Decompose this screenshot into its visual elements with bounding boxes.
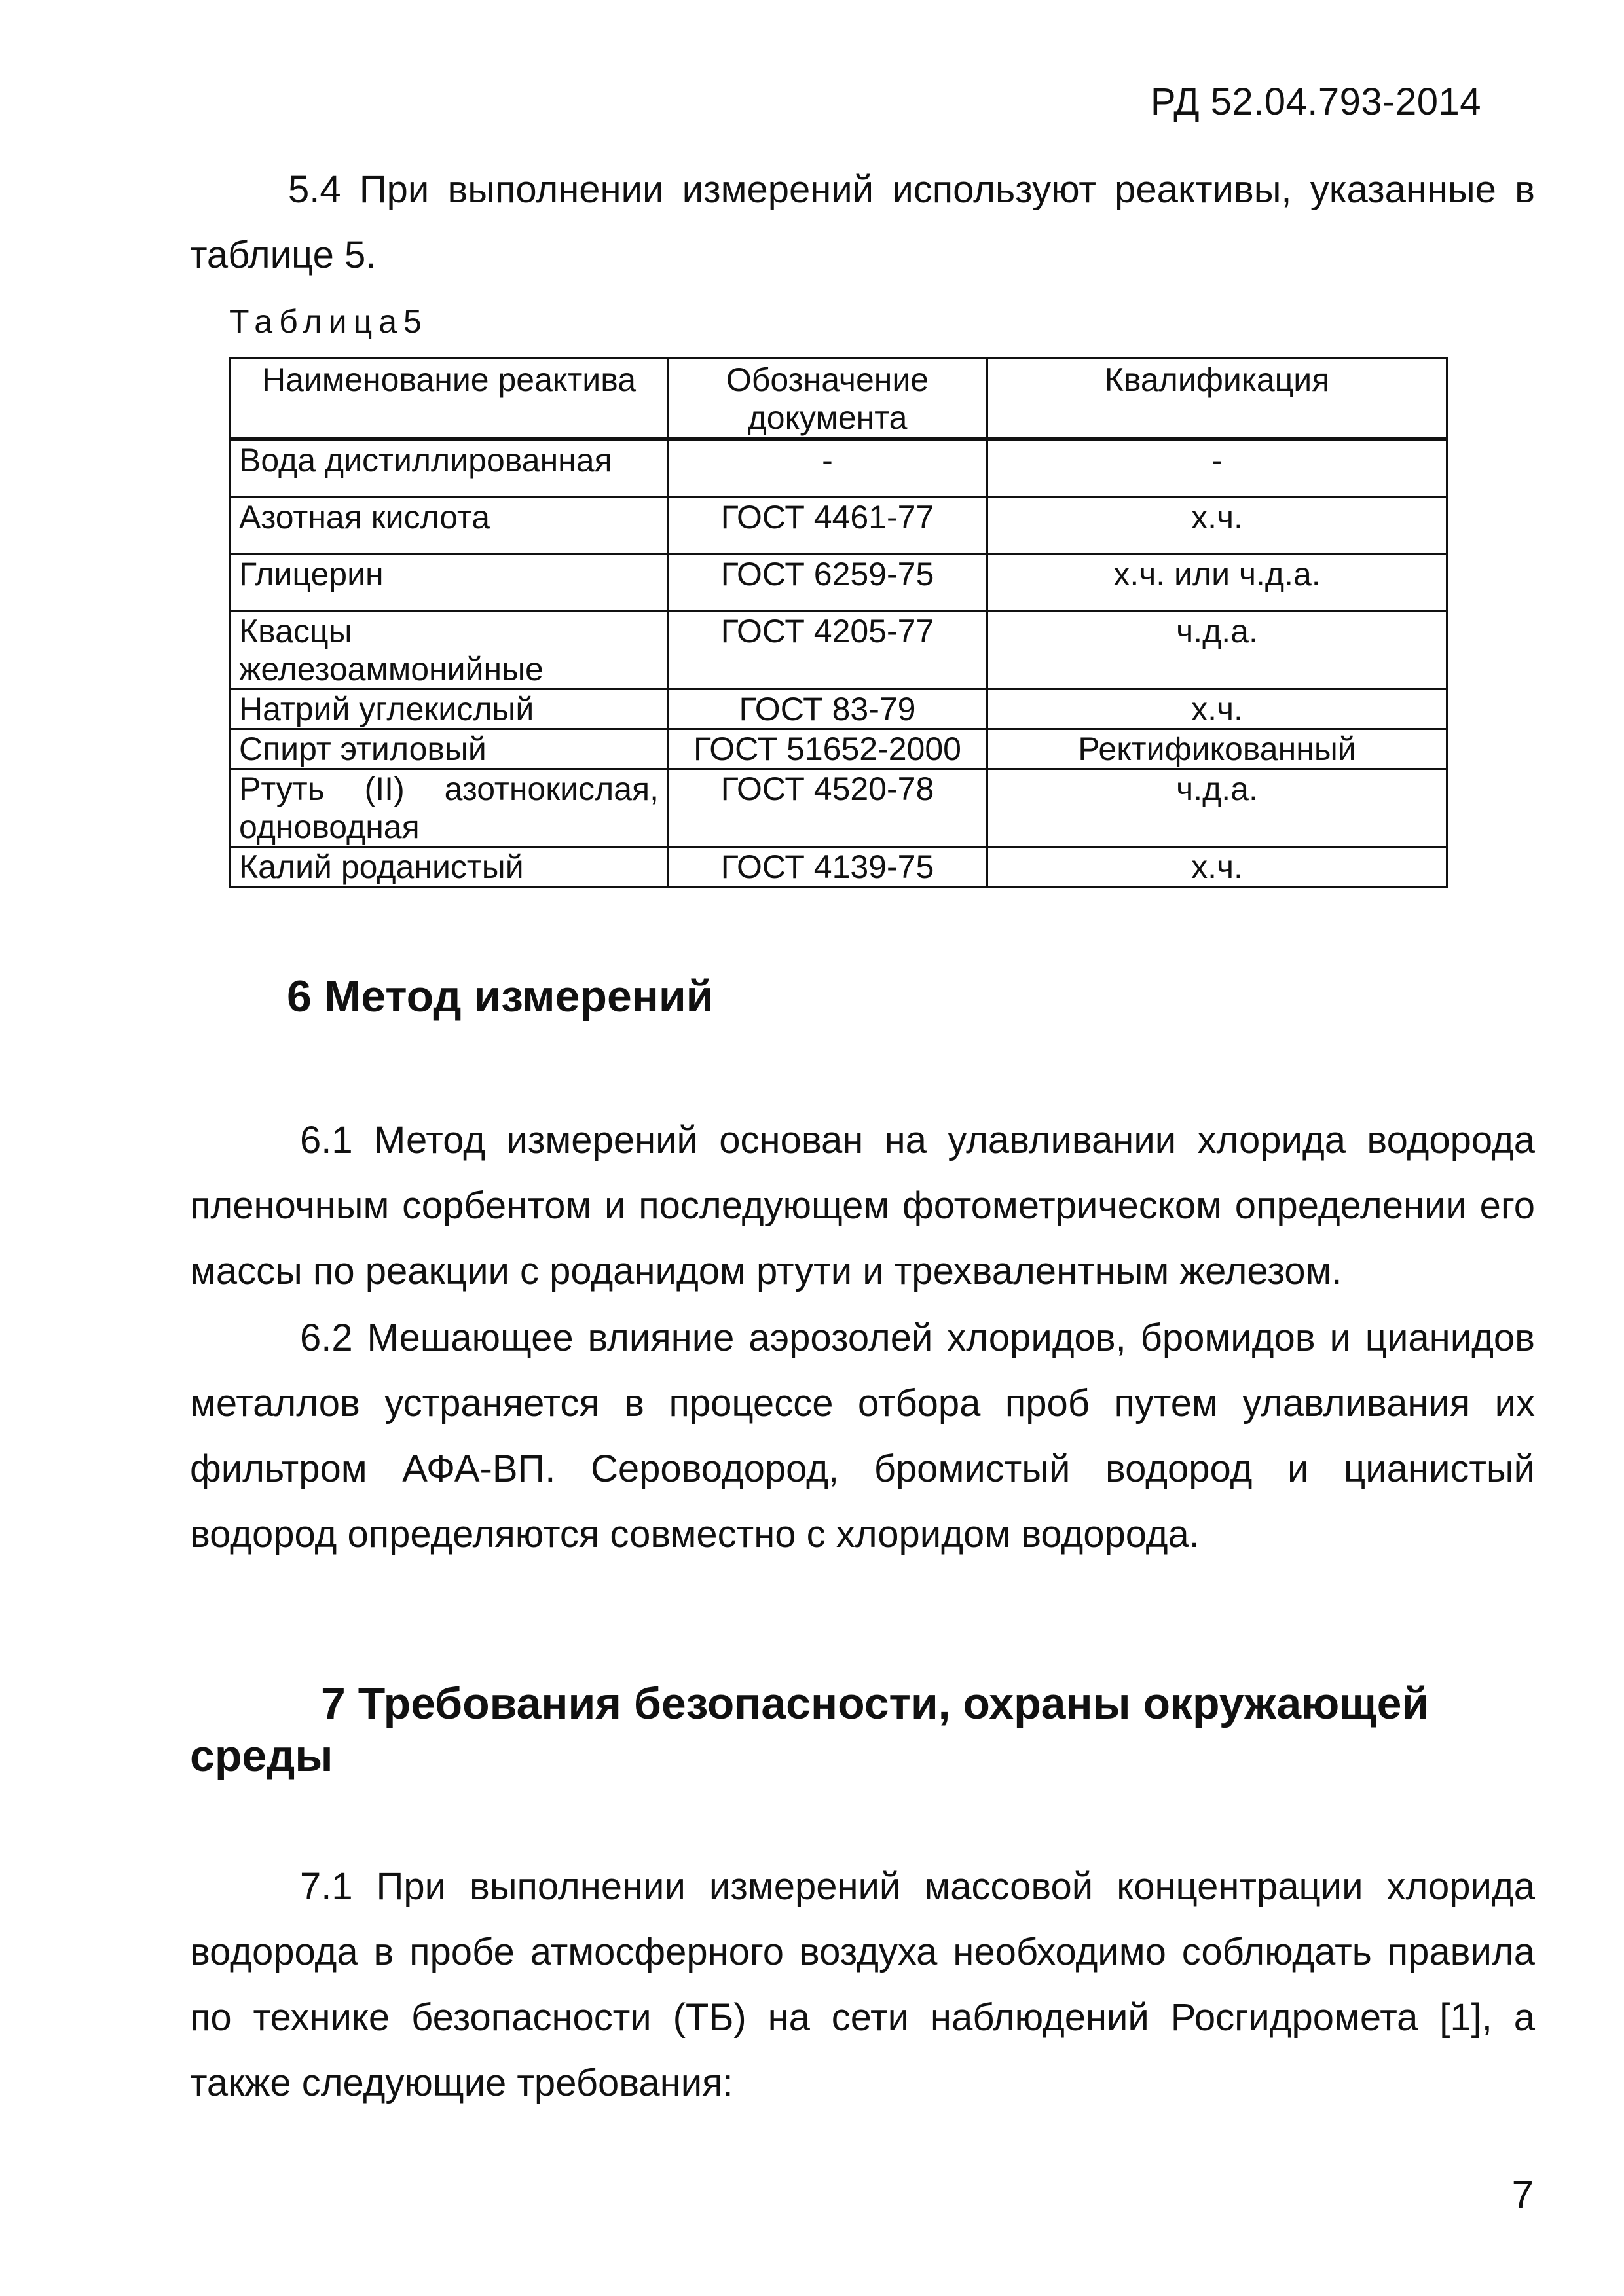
table-row [231, 439, 1447, 498]
reagent-name: Спирт этиловый [231, 729, 668, 769]
reagent-qualification: х.ч. [987, 847, 1447, 887]
paragraph-5-4 [190, 157, 1535, 288]
paragraph-6-2-text: 6.2 Мешающее влияние аэрозолей хлоридов, бромидов и цианидов металлов устраняется в процессе отбора проб путем улавливания их фильтром АФА-ВП. Сероводород, бромистый водород и цианистый водород определяются совместно с хлоридом водорода. [190, 1317, 1535, 1556]
reagent-name: Вода дистиллированная [231, 439, 668, 498]
reagent-name: Ртуть (II) азотнокислая, одноводная [231, 769, 668, 847]
reagent-qualification: х.ч. или ч.д.а. [987, 555, 1447, 611]
table-row [231, 555, 1447, 611]
section-6-heading: 6 Метод измерений [287, 972, 714, 1021]
header-reagent-name: Наименование реактива [231, 359, 668, 439]
reagent-qualification: х.ч. [987, 689, 1447, 729]
reagent-document: ГОСТ 6259-75 [668, 555, 987, 611]
section-7-heading-line1: 7 Требования безопасности, охраны окружающей [321, 1679, 1430, 1728]
reagent-qualification: ч.д.а. [987, 611, 1447, 689]
reagent-qualification: х.ч. [987, 498, 1447, 555]
reagent-document: ГОСТ 4520-78 [668, 769, 987, 847]
table-row [231, 769, 1447, 847]
reagent-document: ГОСТ 83-79 [668, 689, 987, 729]
reagent-name: Квасцы железоаммонийные [231, 611, 668, 689]
document-code: РД 52.04.793-2014 [1150, 81, 1481, 123]
table-row [231, 611, 1447, 689]
reagents-table [229, 357, 1448, 888]
reagent-name: Калий роданистый [231, 847, 668, 887]
page-number: 7 [1511, 2173, 1534, 2217]
paragraph-7-1-text: 7.1 При выполнении измерений массовой концентрации хлорида водорода в пробе атмосферного воздуха необходимо соблюдать правила по технике безопасности (ТБ) на сети наблюдений Росгидромета [1], а также следующие требования: [190, 1865, 1535, 2104]
table-row [231, 689, 1447, 729]
reagent-document: ГОСТ 51652-2000 [668, 729, 987, 769]
table-caption: Таблица5 [229, 303, 428, 340]
reagent-qualification: Ректификованный [987, 729, 1447, 769]
reagent-document: - [668, 439, 987, 498]
reagent-name: Натрий углекислый [231, 689, 668, 729]
table-row [231, 729, 1447, 769]
paragraph-6-2 [190, 1305, 1535, 1567]
reagent-document: ГОСТ 4205-77 [668, 611, 987, 689]
reagent-name: Азотная кислота [231, 498, 668, 555]
table-row [231, 498, 1447, 555]
reagent-qualification: ч.д.а. [987, 769, 1447, 847]
section-7-heading-line2: среды [190, 1731, 333, 1781]
reagent-document: ГОСТ 4461-77 [668, 498, 987, 555]
reagent-qualification: - [987, 439, 1447, 498]
paragraph-6-1 [190, 1108, 1535, 1304]
table-row [231, 847, 1447, 887]
table-header-row [231, 359, 1447, 439]
paragraph-7-1 [190, 1854, 1535, 2116]
paragraph-5-4-text: 5.4 При выполнении измерений используют реактивы, указанные в таблице 5. [190, 168, 1535, 276]
paragraph-6-1-text: 6.1 Метод измерений основан на улавливании хлорида водорода пленочным сорбентом и последующем фотометрическом определении его массы по реакции с роданидом ртути и трехвалентным железом. [190, 1119, 1535, 1292]
reagent-document: ГОСТ 4139-75 [668, 847, 987, 887]
header-qualification: Квалификация [987, 359, 1447, 439]
header-document: Обозначение документа [668, 359, 987, 439]
reagent-name: Глицерин [231, 555, 668, 611]
